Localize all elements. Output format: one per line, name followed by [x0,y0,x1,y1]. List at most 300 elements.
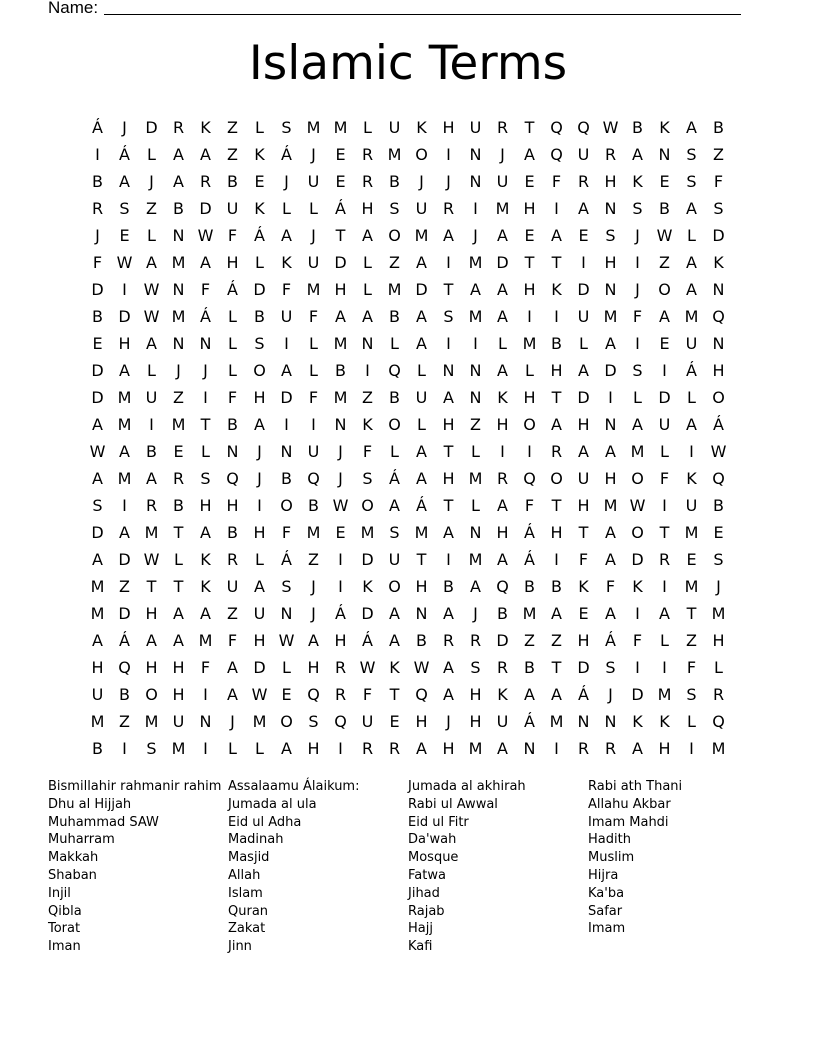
grid-cell: H [145,604,158,623]
grid-cell: A [605,604,616,623]
grid-cell: H [604,172,617,191]
grid-cell: H [307,658,320,677]
grid-cell: T [551,658,562,677]
grid-cell: A [551,226,562,245]
grid-cell: R [496,658,509,677]
grid-cell: H [604,469,617,488]
grid-cell: A [497,226,508,245]
grid-cell: I [554,739,559,758]
grid-cell: M [711,604,726,623]
grid-cell: Q [307,469,320,488]
grid-cell: I [122,280,127,299]
grid-cell: A [632,415,643,434]
grid-cell: L [228,361,237,380]
grid-cell: U [388,550,401,569]
grid-cell: S [308,712,319,731]
grid-cell: R [550,442,563,461]
grid-cell: M [306,280,321,299]
grid-cell: R [496,469,509,488]
grid-cell: E [335,145,346,164]
grid-cell: U [577,469,590,488]
grid-cell: O [523,415,536,434]
word-item: Torat [48,921,81,937]
grid-cell: U [469,118,482,137]
grid-cell: U [685,496,698,515]
grid-cell: Z [713,145,724,164]
grid-cell: H [523,199,536,218]
grid-cell: F [362,685,373,704]
grid-cell: B [308,496,319,515]
grid-cell: M [522,604,537,623]
grid-cell: Á [524,550,535,569]
grid-cell: I [527,307,532,326]
grid-cell: H [415,577,428,596]
grid-cell: H [577,496,590,515]
grid-cell: S [632,361,643,380]
word-item: Imam Mahdi [588,814,669,830]
grid-cell: I [635,604,640,623]
grid-cell: M [603,496,618,515]
grid-cell: E [119,226,130,245]
grid-cell: A [335,307,346,326]
grid-cell: M [144,712,159,731]
grid-cell: I [446,550,451,569]
grid-cell: A [497,550,508,569]
word-item: Makkah [48,850,99,866]
grid-cell: I [527,442,532,461]
grid-cell: N [415,604,428,623]
grid-cell: Á [416,496,427,515]
grid-cell: L [363,280,372,299]
grid-cell: A [497,307,508,326]
grid-cell: I [662,496,667,515]
grid-cell: L [309,361,318,380]
grid-cell: L [174,550,183,569]
word-item: Allah [228,867,261,883]
grid-cell: J [176,361,181,380]
grid-cell: A [389,496,400,515]
grid-cell: A [578,361,589,380]
grid-cell: B [713,496,724,515]
grid-cell: L [498,334,507,353]
grid-cell: U [415,388,428,407]
grid-cell: M [414,523,429,542]
grid-cell: Q [334,712,347,731]
grid-cell: M [306,523,321,542]
grid-cell: H [118,334,131,353]
word-item: Dhu al Hijjah [48,796,132,812]
grid-cell: J [635,280,640,299]
grid-cell: Á [254,226,265,245]
grid-cell: D [199,199,212,218]
grid-cell: I [284,334,289,353]
grid-cell: A [92,469,103,488]
grid-cell: U [496,172,509,191]
grid-cell: E [281,685,292,704]
grid-cell: D [631,550,644,569]
grid-cell: T [524,253,535,272]
grid-cell: M [117,469,132,488]
grid-cell: H [442,415,455,434]
grid-cell: U [91,685,104,704]
grid-cell: U [307,172,320,191]
grid-cell: A [389,631,400,650]
grid-cell: I [554,307,559,326]
grid-cell: K [713,253,724,272]
grid-cell: B [389,388,400,407]
grid-cell: K [578,577,589,596]
word-item: Assalaamu Álaikum: [228,779,360,794]
grid-cell: I [635,334,640,353]
grid-cell: O [361,496,374,515]
grid-cell: M [468,253,483,272]
word-item: Muhammad SAW [48,814,159,830]
grid-cell: N [172,334,185,353]
grid-cell: Z [362,388,373,407]
grid-cell: J [257,442,262,461]
grid-cell: W [143,307,160,326]
grid-cell: W [413,658,430,677]
word-item: Muharram [48,832,115,848]
grid-cell: B [416,631,427,650]
grid-cell: R [469,631,482,650]
grid-cell: I [203,685,208,704]
grid-cell: Á [389,469,400,488]
grid-cell: Z [686,631,697,650]
grid-cell: D [91,280,104,299]
grid-cell: S [713,199,724,218]
word-column [228,778,408,956]
grid-cell: Z [659,253,670,272]
grid-cell: E [578,226,589,245]
grid-cell: A [254,577,265,596]
grid-cell: D [91,523,104,542]
word-item: Jumada al ula [228,796,317,812]
grid-cell: N [469,388,482,407]
word-item: Eid ul Fitr [408,814,469,830]
grid-cell: A [524,145,535,164]
grid-cell: J [473,226,478,245]
grid-cell: W [359,658,376,677]
grid-cell: L [309,334,318,353]
grid-cell: F [281,280,292,299]
grid-cell: Z [524,631,535,650]
grid-cell: J [635,226,640,245]
grid-cell: Á [524,523,535,542]
grid-cell: A [92,631,103,650]
grid-cell: B [92,172,103,191]
word-item: Allahu Akbar [588,796,671,812]
grid-cell: K [362,415,373,434]
grid-cell: T [200,415,211,434]
grid-cell: Q [577,118,590,137]
grid-cell: U [307,442,320,461]
grid-cell: H [550,361,563,380]
grid-cell: E [173,442,184,461]
grid-cell: H [361,199,374,218]
grid-cell: F [632,307,643,326]
grid-cell: W [602,118,619,137]
grid-cell: F [200,658,211,677]
grid-cell: L [228,739,237,758]
grid-cell: L [714,658,723,677]
grid-cell: F [686,658,697,677]
grid-cell: A [416,469,427,488]
grid-cell: H [253,631,266,650]
grid-cell: L [471,442,480,461]
grid-cell: T [173,523,184,542]
grid-cell: J [311,145,316,164]
grid-cell: S [281,118,292,137]
grid-cell: J [338,469,343,488]
grid-cell: F [632,631,643,650]
grid-cell: H [145,658,158,677]
grid-cell: Z [551,631,562,650]
grid-cell: Á [200,307,211,326]
grid-cell: L [255,118,264,137]
grid-cell: N [604,280,617,299]
grid-cell: A [632,145,643,164]
grid-cell: Á [335,604,346,623]
grid-cell: K [362,577,373,596]
grid-cell: I [446,334,451,353]
grid-cell: Q [496,577,509,596]
grid-cell: A [578,442,589,461]
grid-cell: H [307,739,320,758]
word-item: Fatwa [408,867,446,883]
grid-cell: R [172,469,185,488]
grid-cell: H [415,712,428,731]
grid-cell: N [523,739,536,758]
grid-cell: A [281,226,292,245]
grid-cell: N [469,172,482,191]
grid-cell: M [117,388,132,407]
grid-cell: N [280,604,293,623]
grid-cell: M [495,199,510,218]
grid-cell: D [496,631,509,650]
grid-cell: M [468,307,483,326]
grid-cell: A [146,469,157,488]
grid-cell: D [91,361,104,380]
grid-cell: J [500,145,505,164]
grid-cell: M [252,712,267,731]
grid-cell: L [147,226,156,245]
grid-cell: F [524,496,535,515]
word-item: Quran [228,903,269,919]
grid-cell: A [443,523,454,542]
grid-cell: J [257,469,262,488]
grid-cell: B [227,415,238,434]
grid-cell: D [145,118,158,137]
grid-cell: M [333,118,348,137]
grid-cell: K [416,118,427,137]
grid-cell: N [604,199,617,218]
grid-cell: M [684,523,699,542]
grid-cell: K [497,388,508,407]
grid-cell: L [147,145,156,164]
grid-cell: J [473,604,478,623]
grid-cell: J [203,361,208,380]
grid-cell: E [524,226,535,245]
grid-cell: L [417,361,426,380]
grid-cell: N [199,712,212,731]
grid-cell: T [173,577,184,596]
word-item: Hajj [408,921,433,937]
grid-cell: Á [578,685,589,704]
grid-cell: T [443,442,454,461]
grid-cell: M [414,226,429,245]
grid-cell: W [116,253,133,272]
grid-cell: I [122,496,127,515]
grid-cell: B [227,172,238,191]
grid-cell: A [443,685,454,704]
grid-cell: L [687,388,696,407]
grid-cell: D [253,280,266,299]
grid-cell: A [605,442,616,461]
grid-cell: R [577,739,590,758]
grid-cell: L [255,739,264,758]
grid-cell: H [172,685,185,704]
grid-cell: D [361,604,374,623]
grid-cell: Á [281,145,292,164]
grid-cell: S [470,658,481,677]
grid-cell: U [172,712,185,731]
grid-cell: D [334,253,347,272]
word-column [408,778,588,956]
grid-cell: A [146,631,157,650]
word-item: Rabi ath Thani [588,779,683,794]
grid-cell: A [605,550,616,569]
grid-cell: A [200,523,211,542]
grid-cell: I [203,739,208,758]
grid-cell: Z [227,145,238,164]
grid-cell: B [659,199,670,218]
grid-cell: Q [523,469,536,488]
grid-cell: Á [227,280,238,299]
grid-cell: H [658,739,671,758]
grid-cell: M [90,577,105,596]
grid-cell: N [469,523,482,542]
grid-cell: B [173,199,184,218]
grid-cell: H [604,253,617,272]
grid-cell: E [524,172,535,191]
grid-cell: J [284,172,289,191]
grid-cell: A [443,658,454,677]
grid-cell: N [199,334,212,353]
grid-cell: M [522,334,537,353]
grid-cell: K [659,118,670,137]
grid-cell: B [551,577,562,596]
word-item: Qibla [48,903,82,919]
grid-cell: K [254,199,265,218]
grid-cell: A [497,361,508,380]
grid-cell: O [658,280,671,299]
grid-cell: Q [307,685,320,704]
grid-cell: R [145,496,158,515]
grid-cell: M [333,388,348,407]
grid-cell: N [658,145,671,164]
grid-cell: T [686,604,697,623]
grid-cell: I [500,442,505,461]
grid-cell: I [149,415,154,434]
grid-cell: R [388,739,401,758]
grid-cell: R [577,172,590,191]
word-column [588,778,768,956]
grid-cell: L [660,631,669,650]
grid-cell: Z [173,388,184,407]
grid-cell: W [656,226,673,245]
grid-cell: A [551,604,562,623]
word-item: Rabi ul Awwal [408,796,498,812]
grid-cell: S [389,199,400,218]
grid-cell: M [657,685,672,704]
grid-cell: T [551,388,562,407]
grid-cell: M [711,739,726,758]
grid-cell: F [605,577,616,596]
grid-cell: E [686,550,697,569]
grid-cell: N [172,226,185,245]
grid-cell: M [630,442,645,461]
grid-cell: I [311,415,316,434]
grid-cell: H [496,523,509,542]
grid-cell: A [605,523,616,542]
grid-cell: D [118,307,131,326]
grid-cell: B [92,307,103,326]
grid-cell: Q [712,712,725,731]
word-item: Rajab [408,903,445,919]
grid-cell: J [122,118,127,137]
grid-cell: A [92,415,103,434]
grid-cell: L [147,361,156,380]
grid-cell: O [388,226,401,245]
grid-cell: Z [119,577,130,596]
grid-cell: R [226,550,239,569]
grid-cell: L [282,199,291,218]
grid-cell: A [686,415,697,434]
grid-cell: T [659,523,670,542]
grid-cell: A [686,118,697,137]
grid-cell: Z [119,712,130,731]
grid-cell: Q [550,118,563,137]
grid-cell: A [119,523,130,542]
grid-cell: M [90,604,105,623]
grid-cell: T [551,253,562,272]
grid-cell: Z [227,118,238,137]
grid-cell: I [338,550,343,569]
grid-cell: S [632,199,643,218]
grid-cell: J [311,604,316,623]
grid-cell: T [389,685,400,704]
grid-cell: O [388,577,401,596]
grid-cell: M [468,739,483,758]
grid-cell: B [713,118,724,137]
grid-cell: K [389,658,400,677]
grid-cell: L [660,442,669,461]
grid-cell: M [468,469,483,488]
grid-cell: H [523,388,536,407]
grid-cell: Q [712,469,725,488]
grid-cell: W [251,685,268,704]
grid-cell: I [662,658,667,677]
grid-cell: W [629,496,646,515]
grid-cell: Á [92,118,103,137]
grid-cell: B [443,577,454,596]
grid-cell: W [89,442,106,461]
grid-cell: Q [712,307,725,326]
grid-cell: M [306,118,321,137]
grid-cell: Á [335,199,346,218]
grid-cell: L [633,388,642,407]
